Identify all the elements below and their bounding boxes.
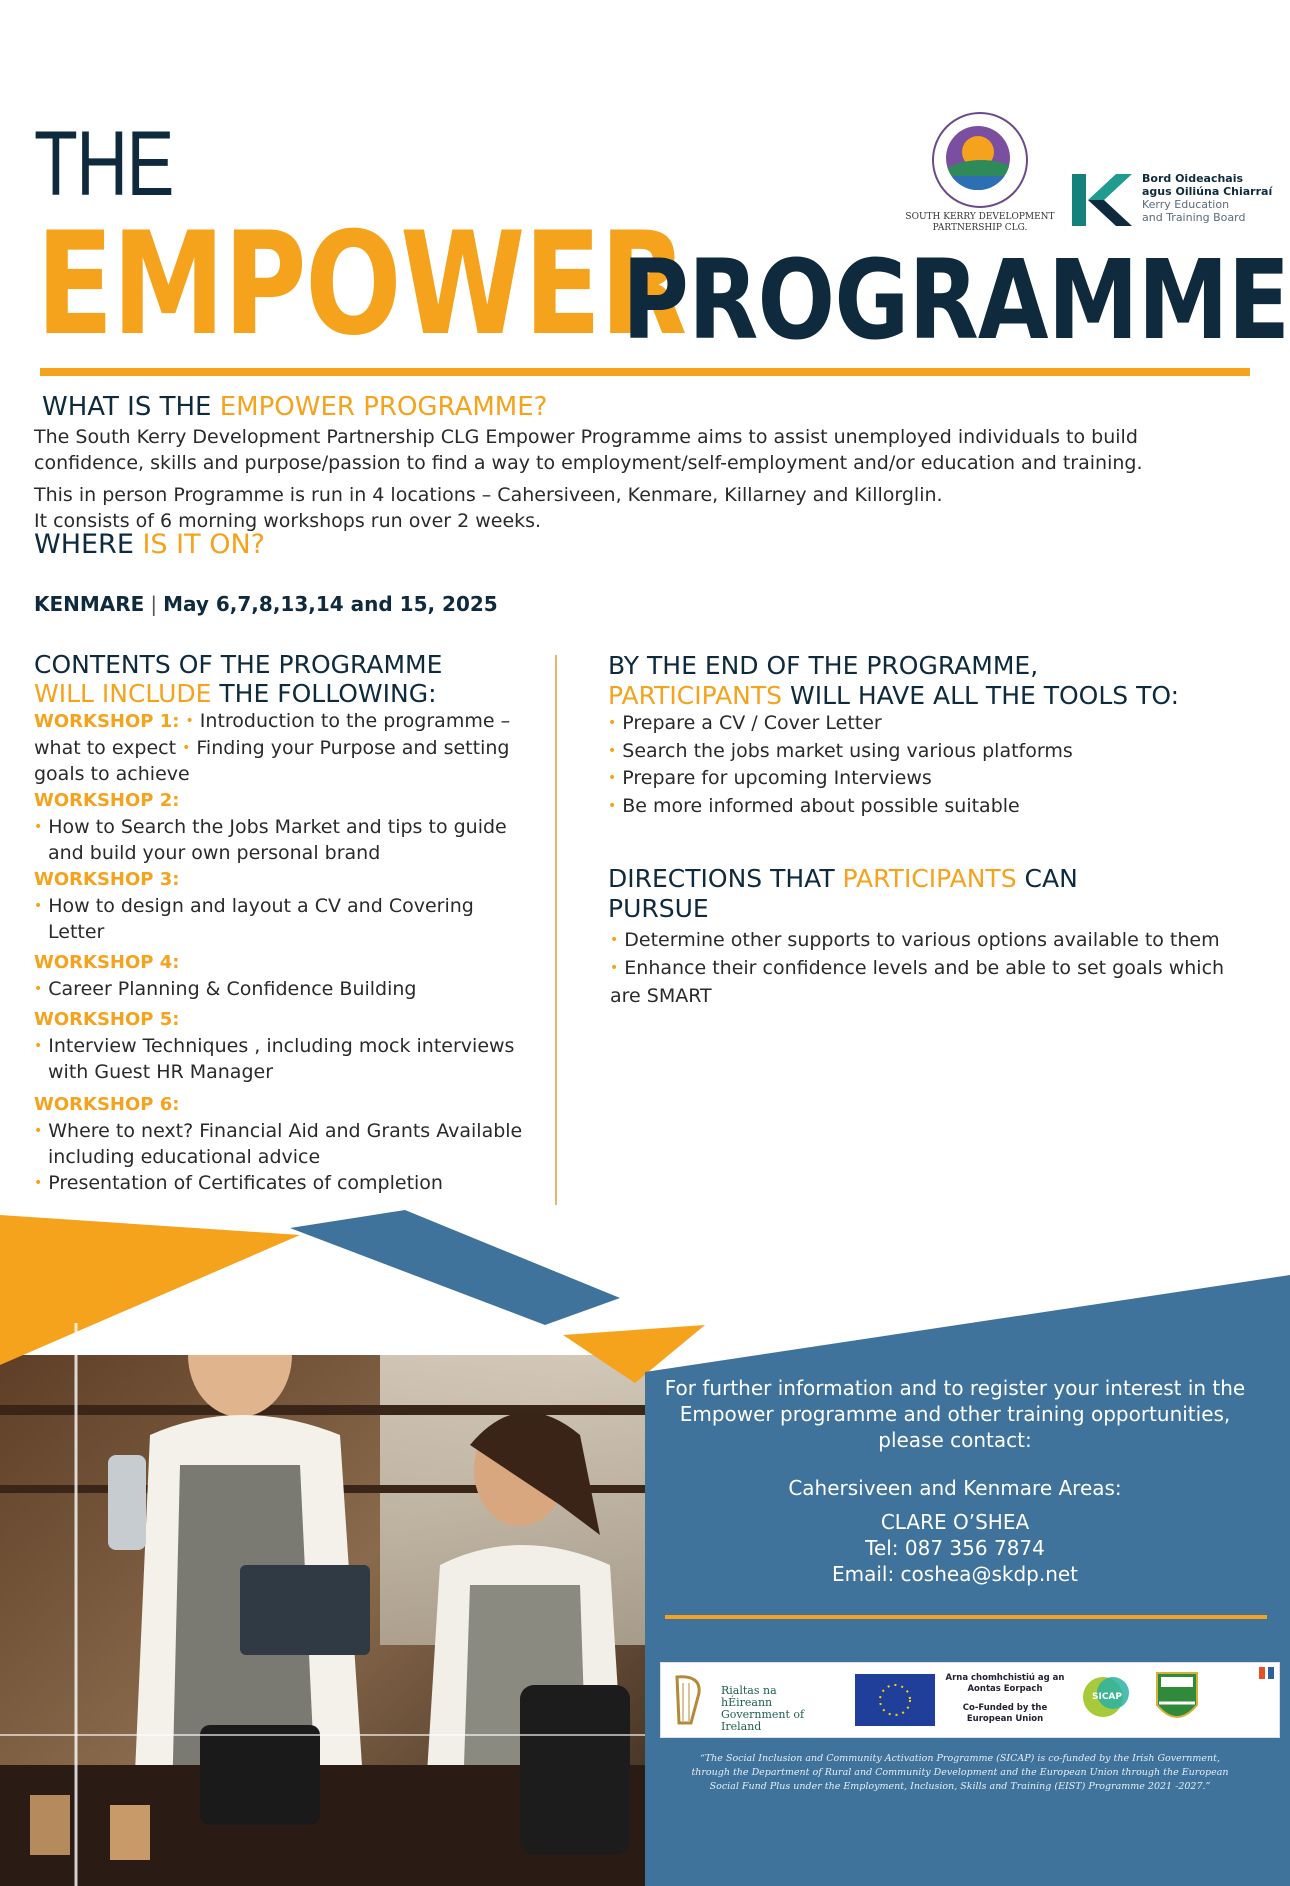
sicap-icon (1077, 1669, 1137, 1729)
svg-text:SICAP: SICAP (1092, 1692, 1122, 1702)
title-underline (40, 368, 1250, 376)
workshop-6-item-2: • Presentation of Certificates of completion (34, 1170, 534, 1196)
workshop-2-item: • How to Search the Jobs Market and tips to guide and build your own personal brand (34, 814, 534, 866)
workshop-5-item: • Interview Techniques , including mock interviews with Guest HR Manager (34, 1033, 534, 1085)
title-programme: PROGRAMME (622, 236, 1290, 364)
funder-logos-strip (660, 1662, 1280, 1738)
workshop-4-item: • Career Planning & Confidence Building (34, 976, 534, 1002)
skdp-logo-caption: SOUTH KERRY DEVELOPMENT PARTNERSHIP CLG. (905, 212, 1055, 233)
title-the: THE (34, 113, 173, 215)
photo-baristas (0, 1292, 650, 1886)
directions-heading: DIRECTIONS THAT PARTICIPANTS CAN PURSUE (608, 864, 1078, 923)
sicap-disclaimer: “The Social Inclusion and Community Activation Programme (SICAP) is co-funded by the Irish Government, through the Department of Rural and Community Development and the European Union through the European Social Fund Plus under the Employment, Inclusion, Skills and Training (EIST) Programme 2021 -2027.” (691, 1753, 1229, 1792)
eu-flag-icon (855, 1674, 935, 1726)
contents-heading: CONTENTS OF THE PROGRAMME WILL INCLUDE THE FOLLOWING: (34, 650, 443, 708)
workshop-1: WORKSHOP 1: • Introduction to the programme – what to expect • Finding your Purpose and setting goals to achieve (34, 708, 534, 787)
contact-email[interactable]: Email: coshea@skdp.net (831, 1562, 1079, 1586)
what-paragraph-3: It consists of 6 morning workshops run over 2 weeks. (34, 510, 542, 532)
ketb-irish-line1: Bord Oideachais (1142, 172, 1244, 185)
workshop-2-title: WORKSHOP 2: (34, 790, 180, 811)
lcdc-logo (1207, 1663, 1277, 1737)
eu-cofunded-text: Arna chomhchistiú ag an Aontas Eorpach Co-Funded by the European Union (945, 1673, 1065, 1724)
tools-list (608, 710, 1258, 820)
contact-block (660, 1375, 1250, 1587)
where-dates: May 6,7,8,13,14 and 15, 2025 (163, 592, 498, 616)
contact-intro: For further information and to register your interest in the Empower programme and other training opportunities, please contact: (664, 1376, 1246, 1452)
workshop-5-title: WORKSHOP 5: (34, 1009, 180, 1030)
workshop-3-title: WORKSHOP 3: (34, 869, 180, 890)
contact-tel[interactable]: Tel: 087 356 7874 (865, 1536, 1045, 1560)
tools-item: • Search the jobs market using various platforms (608, 737, 1258, 765)
ketb-english-line1: Kerry Education (1142, 198, 1230, 211)
directions-item: • Enhance their confidence levels and be able to set goals which are SMART (610, 954, 1230, 1010)
what-paragraph-2: This in person Programme is run in 4 locations – Cahersiveen, Kenmare, Killarney and Killorglin. (34, 484, 943, 506)
kerry-county-crest (1149, 1663, 1205, 1737)
workshop-6-item-1: • Where to next? Financial Aid and Grants Available including educational advice (34, 1118, 534, 1170)
skdp-logo (905, 112, 1055, 234)
eu-flag-logo (855, 1663, 955, 1737)
lcdc-icon (1259, 1667, 1275, 1679)
directions-list (610, 927, 1230, 1010)
crest-icon (1155, 1671, 1199, 1729)
workshop-6-title: WORKSHOP 6: (34, 1094, 180, 1115)
contact-divider (665, 1615, 1267, 1619)
tools-item: • Prepare a CV / Cover Letter (608, 710, 1258, 737)
where-detail: KENMARE | May 6,7,8,13,14 and 15, 2025 (34, 592, 498, 616)
what-paragraph-1: The South Kerry Development Partnership CLG Empower Programme aims to assist unemployed individuals to build confidence, skills and purpose/passion to find a way to employment/self-employment and/or education and training. (34, 426, 1143, 474)
contact-areas: Cahersiveen and Kenmare Areas: (788, 1476, 1122, 1500)
workshop-3-item: • How to design and layout a CV and Covering Letter (34, 893, 534, 945)
workshop-4-title: WORKSHOP 4: (34, 952, 180, 973)
title-empower: EMPOWER (36, 202, 686, 367)
contact-name: CLARE O’SHEA (880, 1510, 1030, 1534)
ketb-k-icon (1072, 172, 1132, 228)
tools-item: • Prepare for upcoming Interviews (608, 765, 1258, 792)
skdp-seal-icon (932, 112, 1028, 208)
column-divider (555, 655, 557, 1225)
ketb-english-line2: and Training Board (1142, 211, 1246, 224)
workshop-list (34, 708, 534, 1196)
sicap-logo (1071, 1663, 1141, 1737)
gov-ireland-logo: Rialtas na hÉireann Government of Ireland (671, 1663, 831, 1737)
harp-icon (671, 1673, 705, 1727)
tools-item: • Be more informed about possible suitable (608, 792, 1258, 820)
directions-item: • Determine other supports to various options available to them (610, 927, 1230, 954)
where-location: KENMARE (34, 592, 145, 616)
ketb-irish-line2: agus Oiliúna Chiarraí (1142, 185, 1273, 198)
where-heading: WHERE IS IT ON? (34, 529, 265, 560)
what-heading: WHAT IS THE EMPOWER PROGRAMME? (42, 392, 548, 422)
by-end-heading: BY THE END OF THE PROGRAMME, PARTICIPANTS WILL HAVE ALL THE TOOLS TO: (608, 651, 1180, 710)
